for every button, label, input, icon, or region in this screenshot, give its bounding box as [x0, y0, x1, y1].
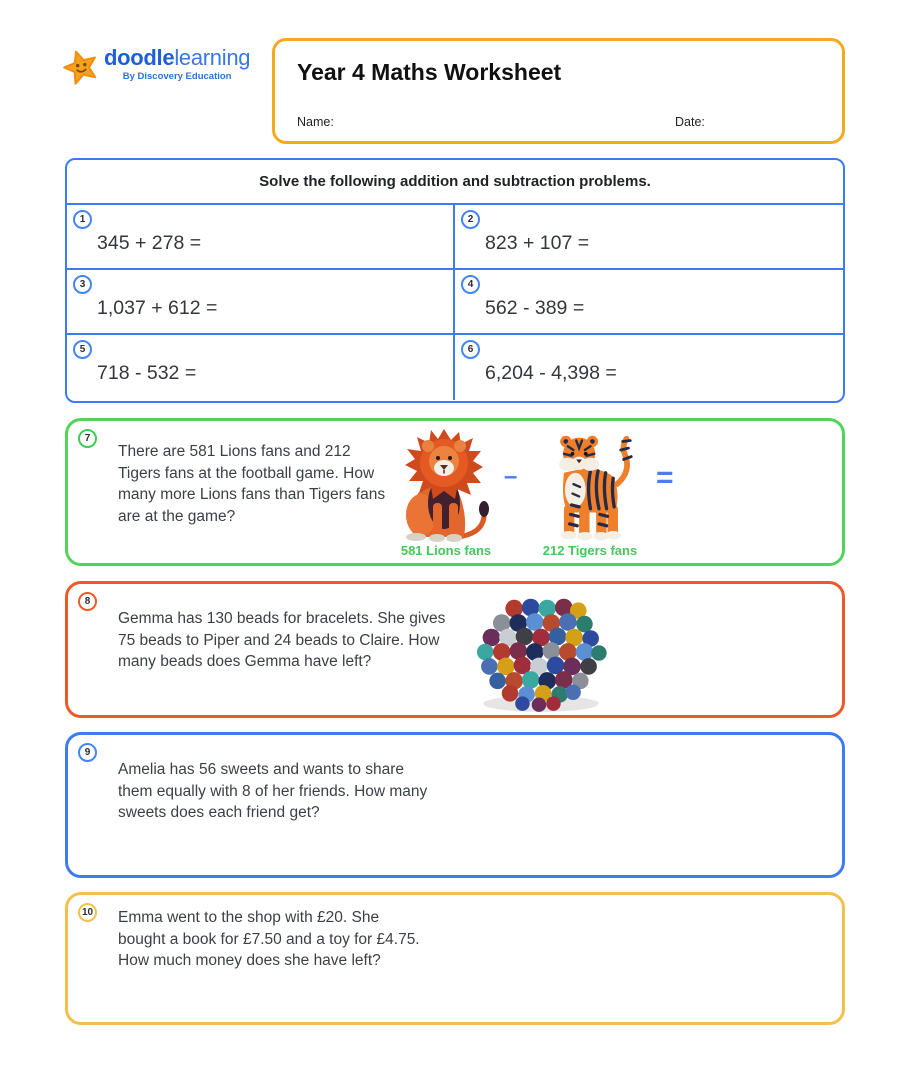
equals-sign: =: [656, 461, 674, 494]
problem-text: Gemma has 130 beads for bracelets. She gives 75 beads to Piper and 24 beads to Claire. How many beads does Gemma have left?: [118, 610, 446, 670]
problem-number-badge: 6: [461, 340, 480, 359]
problem-number-badge: 5: [73, 340, 92, 359]
minus-sign: –: [504, 463, 518, 490]
problem-text: There are 581 Lions fans and 212 Tigers fans at the football game. How many more Lions fans than Tigers fans are at the game?: [118, 443, 386, 525]
instruction-text: Solve the following addition and subtraction problems.: [67, 160, 843, 205]
problem-expression: 562 - 389 =: [485, 297, 585, 319]
problem-number-badge: 2: [461, 210, 480, 229]
problem-number-badge: 3: [73, 275, 92, 294]
lion-illustration: [396, 425, 494, 545]
problem-expression: 718 - 532 =: [97, 362, 197, 384]
beads-pile-image: [461, 592, 619, 714]
problems-cells: [67, 205, 843, 400]
problem-expression: 6,204 - 4,398 =: [485, 362, 617, 384]
logo-brand-bold: doodle: [104, 45, 175, 70]
logo-wordmark: [104, 46, 250, 82]
problem-expression: 1,037 + 612 =: [97, 297, 218, 319]
problem-text: Amelia has 56 sweets and wants to share them equally with 8 of her friends. How many sweets does each friend get?: [118, 761, 428, 821]
tiger-count-label: 212 Tigers fans: [542, 543, 638, 558]
word-problem-9: [65, 732, 845, 878]
problem-cell-3: [67, 270, 455, 335]
word-problem-8: [65, 581, 845, 718]
problem-expression: 345 + 278 =: [97, 232, 202, 254]
lion-count-label: 581 Lions fans: [400, 543, 492, 558]
problem-text: Emma went to the shop with £20. She bought a book for £7.50 and a toy for £4.75. How much money does she have left?: [118, 909, 420, 969]
problem-number-badge: 9: [78, 743, 97, 762]
problem-number-badge: 10: [78, 903, 97, 922]
problem-expression: 823 + 107 =: [485, 232, 590, 254]
problem-number-badge: 1: [73, 210, 92, 229]
logo-tagline: By Discovery Education: [122, 71, 232, 82]
worksheet-header: [272, 38, 845, 144]
problem-number-badge: 7: [78, 429, 97, 448]
problem-cell-6: [455, 335, 843, 400]
word-problem-10: [65, 892, 845, 1025]
star-face-icon: [62, 48, 100, 86]
problem-cell-4: [455, 270, 843, 335]
problem-cell-1: [67, 205, 455, 270]
name-label: Name:: [297, 115, 334, 129]
doodle-learning-logo: [62, 46, 250, 86]
arithmetic-problems-grid: [65, 158, 845, 403]
page-title: Year 4 Maths Worksheet: [297, 59, 562, 85]
date-label: Date:: [675, 115, 705, 129]
problem-cell-5: [67, 335, 455, 400]
tiger-illustration: [545, 427, 635, 545]
logo-brand-light: learning: [174, 45, 251, 70]
problem-number-badge: 4: [461, 275, 480, 294]
problem-cell-2: [455, 205, 843, 270]
problem-number-badge: 8: [78, 592, 97, 611]
word-problem-7: [65, 418, 845, 566]
